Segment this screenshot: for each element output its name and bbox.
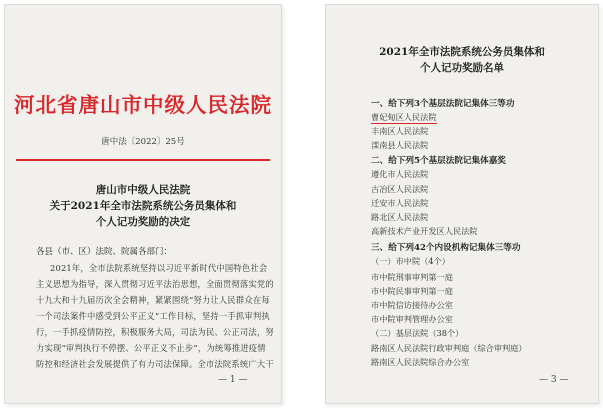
list-item: （二）基层法院（38个） [371,328,464,338]
document-page-1 [4,4,282,404]
list-item: （一）市中院（4个） [371,256,450,266]
body-text-line: 主义思想为指导，深入贯彻习近平法治思想，全面贯彻落实党的 [36,279,274,289]
red-divider-line [16,159,270,161]
list-title-line: 个人记功奖励名单 [420,62,504,74]
list-item: 古冶区人民法院 [371,184,429,194]
body-text-line: 行，一手抓疫情防控，积极服务大局，司法为民、公正司法，努 [36,327,274,337]
list-item: 路南区人民法院综合办公室 [371,357,470,367]
list-item: 市中院审判管理办公室 [371,314,453,324]
list-item: 市中院民事审判第一庭 [371,286,453,296]
decision-title-line: 个人记功奖励的决定 [95,216,191,228]
list-item [371,112,437,123]
list-section-heading: 三、给下列42个内设机构记集体三等功 [371,243,521,253]
list-item: 市中院刑事审判第一庭 [371,272,453,282]
list-item: 路北区人民法院 [371,212,429,222]
body-text-line: 力实现“审判执行不停摆、公平正义不止步”，为统筹推进疫情 [36,343,266,353]
list-item: 丰南区人民法院 [371,126,429,136]
list-item: 路南区人民法院行政审判庭（综合审判庭） [371,343,527,353]
list-item: 滦南县人民法院 [371,140,429,150]
body-text-line: 2021年，全市法院系统坚持以习近平新时代中国特色社会 [50,263,268,273]
page-number: — 3 — [539,375,569,385]
underlined-list-item: 曹妃甸区人民法院 [371,112,437,122]
document-number: 唐中法〔2022〕25号 [101,137,185,147]
body-text-line: 一个司法案件中感受到公平正义”工作目标，坚持一手抓审判执 [36,311,270,321]
document-page-3 [325,4,599,404]
list-item: 迁安市人民法院 [371,198,429,208]
list-title-line: 2021年全市法院系统公务员集体和 [379,46,545,58]
list-section-heading: 二、给下列5个基层法院记集体嘉奖 [371,156,506,166]
body-text-line: 防控和经济社会发展提供了有力司法保障。全市法院系统广大干 [36,359,274,369]
body-text-line: 十九大和十九届历次全会精神，紧紧围绕“努力让人民群众在每 [36,295,270,305]
decision-title-line: 关于2021年全市法院系统公务员集体和 [49,200,237,212]
red-header-title: 河北省唐山市中级人民法院 [14,93,272,117]
page-number: — 1 — [218,375,248,385]
decision-title-line: 唐山市中级人民法院 [95,184,191,196]
salutation: 各县（市、区）法院、院属各部门： [36,247,173,257]
list-item: 遵化市人民法院 [371,169,429,179]
list-section-heading: 一、给下列3个基层法院记集体三等功 [371,99,515,109]
list-item: 高新技术产业开发区人民法院 [371,226,478,236]
list-item: 市中院信访接待办公室 [371,300,453,310]
